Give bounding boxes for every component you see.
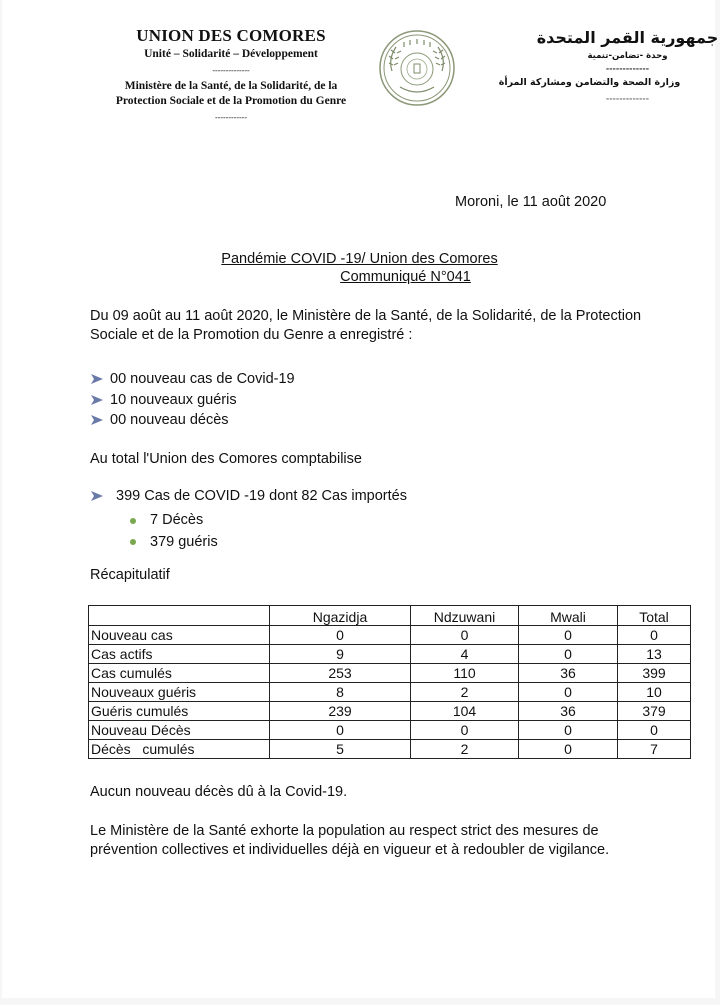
- new-cases-list: [90, 369, 295, 431]
- no-deaths-note: Aucun nouveau décès dû à la Covid-19.: [90, 784, 348, 800]
- table-cell: 0: [519, 740, 618, 759]
- table-cell: 253: [270, 664, 411, 683]
- separator: ------------: [215, 113, 247, 122]
- table-cell: 9: [270, 645, 411, 664]
- intro-paragraph: Du 09 août au 11 août 2020, le Ministère de la Santé, de la Solidarité, de la Protection Sociale et de la Promotion du Genre a enregistré :: [90, 308, 642, 343]
- table-cell: 0: [411, 721, 519, 740]
- ministry-name-arabic: وزارة الصحة والتضامن ومشاركة المرأة: [498, 77, 681, 88]
- table-header-row: [89, 606, 691, 626]
- table-cell: 36: [519, 702, 618, 721]
- recap-label: Récapitulatif: [90, 567, 170, 583]
- table-cell: 110: [411, 664, 519, 683]
- table-cell: 0: [270, 721, 411, 740]
- recap-table: [88, 605, 691, 759]
- table-row: [89, 664, 691, 683]
- table-cell: 0: [618, 721, 691, 740]
- table-header: Ngazidja: [270, 606, 411, 626]
- table-cell: 0: [270, 626, 411, 645]
- row-label: Cas actifs: [89, 645, 270, 664]
- table-header: Total: [618, 606, 691, 626]
- table-cell: 2: [411, 683, 519, 702]
- dot-bullet-icon: [130, 518, 136, 524]
- row-label: Nouveaux guéris: [89, 683, 270, 702]
- table-row: [89, 683, 691, 702]
- separator: -------------: [605, 94, 650, 103]
- document-date: Moroni, le 11 août 2020: [455, 194, 607, 210]
- country-name: UNION DES COMORES: [136, 26, 326, 45]
- row-label: Guéris cumulés: [89, 702, 270, 721]
- table-cell: 8: [270, 683, 411, 702]
- table-cell: 10: [618, 683, 691, 702]
- list-item: [130, 532, 218, 554]
- list-item: [90, 410, 295, 431]
- arrow-bullet-icon: [90, 414, 104, 426]
- total-cases-item: [90, 488, 407, 504]
- national-motto-arabic: وحدة -تضامن-تنمية: [587, 51, 668, 61]
- list-item: [90, 369, 295, 390]
- document-page: [2, 0, 719, 998]
- table-cell: 13: [618, 645, 691, 664]
- ministry-name-line1: Ministère de la Santé, de la Solidarité, de la: [124, 80, 338, 92]
- table-row: [89, 645, 691, 664]
- list-item: [90, 390, 295, 411]
- table-cell: 239: [270, 702, 411, 721]
- table-row: [89, 626, 691, 645]
- table-cell: 104: [411, 702, 519, 721]
- national-emblem-icon: [378, 29, 456, 107]
- row-label: Décès cumulés: [89, 740, 270, 759]
- table-cell: 0: [519, 721, 618, 740]
- arrow-bullet-icon: [90, 490, 104, 502]
- table-cell: 379: [618, 702, 691, 721]
- table-cell: 0: [519, 645, 618, 664]
- table-header: Mwali: [519, 606, 618, 626]
- table-cell: 0: [519, 626, 618, 645]
- list-item-text: 379 guéris: [150, 533, 218, 550]
- list-item-text: 00 nouveau décès: [110, 412, 229, 428]
- table-cell: 0: [411, 626, 519, 645]
- table-row: [89, 740, 691, 759]
- ministry-name-line2: Protection Sociale et de la Promotion du Genre: [115, 95, 347, 107]
- separator: --------------: [212, 66, 250, 75]
- arrow-bullet-icon: [90, 373, 104, 385]
- total-intro: Au total l'Union des Comores comptabilise: [90, 451, 362, 467]
- national-motto: Unité – Solidarité – Développement: [144, 48, 318, 60]
- title-line-2: Communiqué N°041: [340, 269, 471, 285]
- dot-bullet-icon: [130, 539, 136, 545]
- table-row: [89, 721, 691, 740]
- letterhead-french: [84, 26, 378, 126]
- closing-paragraph: Le Ministère de la Santé exhorte la population au respect strict des mesures de prévention collectives et individuelles déjà en vigueur et à redoubler de vigilance.: [90, 823, 610, 858]
- table-cell: 2: [411, 740, 519, 759]
- table-header: [89, 606, 270, 626]
- arrow-bullet-icon: [90, 394, 104, 406]
- table-cell: 36: [519, 664, 618, 683]
- total-sub-list: [130, 510, 218, 553]
- list-item-text: 00 nouveau cas de Covid-19: [110, 371, 295, 387]
- separator: -------------: [605, 64, 650, 73]
- document-title: [2, 250, 717, 286]
- table-cell: 399: [618, 664, 691, 683]
- total-cases-text: 399 Cas de COVID -19 dont 82 Cas importés: [116, 488, 407, 504]
- table-header: Ndzuwani: [411, 606, 519, 626]
- list-item-text: 7 Décès: [150, 512, 204, 528]
- table-cell: 5: [270, 740, 411, 759]
- table-cell: 7: [618, 740, 691, 759]
- country-name-arabic: جمهورية القمر المتحدة: [536, 28, 719, 47]
- table-cell: 4: [411, 645, 519, 664]
- letterhead-arabic: [498, 27, 719, 103]
- list-item: [130, 510, 218, 532]
- row-label: Nouveau cas: [89, 626, 270, 645]
- table-cell: 0: [519, 683, 618, 702]
- row-label: Cas cumulés: [89, 664, 270, 683]
- table-cell: 0: [618, 626, 691, 645]
- title-line-1: Pandémie COVID -19/ Union des Comores: [221, 251, 498, 267]
- list-item-text: 10 nouveaux guéris: [110, 391, 237, 408]
- row-label: Nouveau Décès: [89, 721, 270, 740]
- table-row: [89, 702, 691, 721]
